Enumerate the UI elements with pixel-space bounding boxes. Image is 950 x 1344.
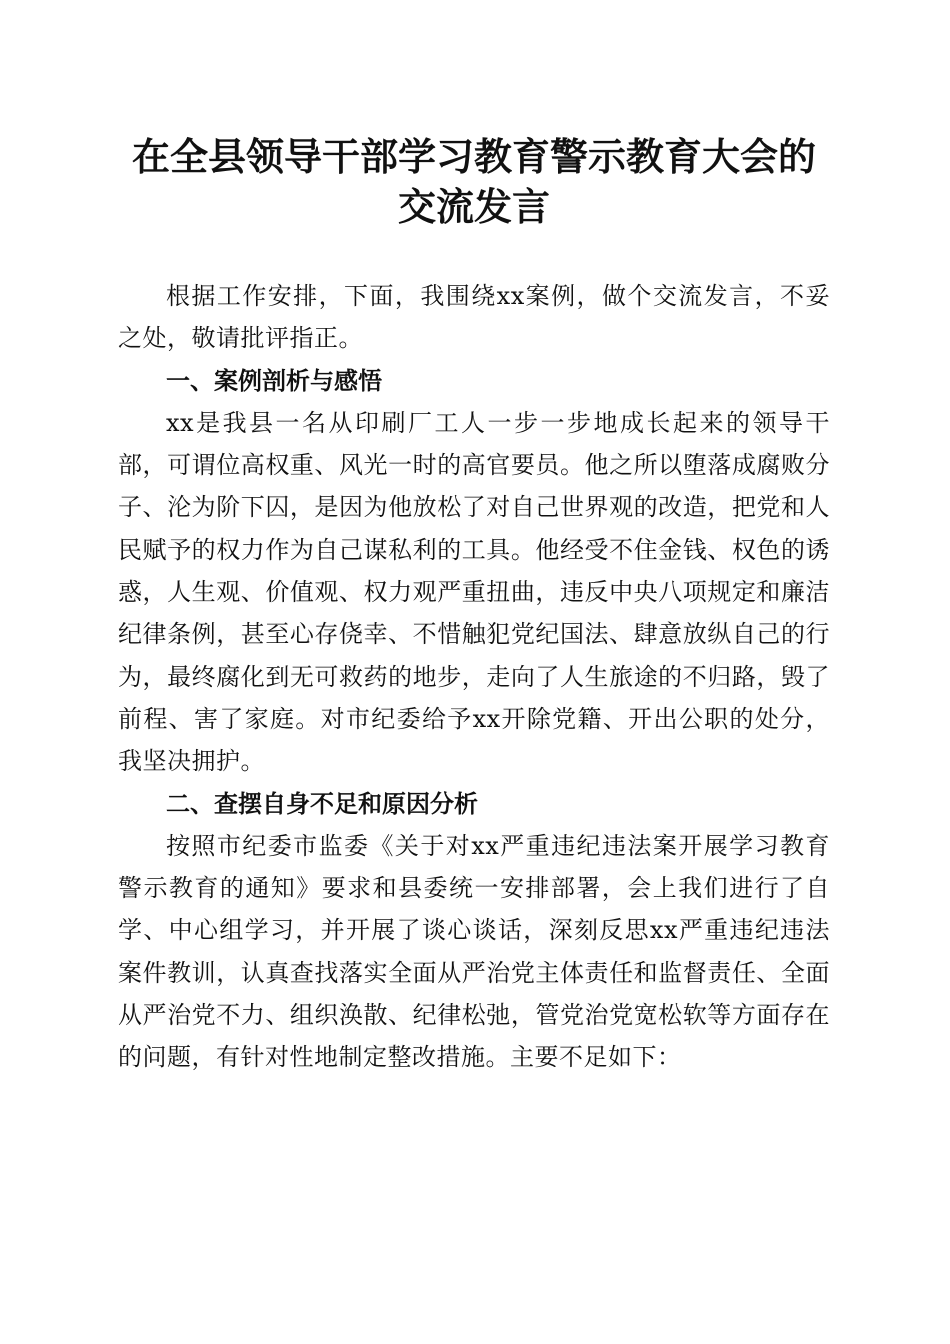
paragraph-self-review: 按照市纪委市监委《关于对xx严重违纪违法案开展学习教育警示教育的通知》要求和县委统一安排部署，会上我们进行了自学、中心组学习，并开展了谈心谈话，深刻反思xx严重违纪违法案件教训，认真查找落实全面从严治党主体责任和监督责任、全面从严治党不力、组织涣散、纪律松弛，管党治党宽松软等方面存在的问题，有针对性地制定整改措施。主要不足如下： (118, 831, 830, 1072)
section-heading-1: 一、案例剖析与感悟 (166, 366, 382, 395)
document-body (118, 275, 830, 1079)
paragraph-intro: 根据工作安排，下面，我围绕xx案例，做个交流发言，不妥之处，敬请批评指正。 (118, 282, 830, 353)
paragraph-case-analysis: xx是我县一名从印刷厂工人一步一步地成长起来的领导干部，可谓位高权重、风光一时的高官要员。他之所以堕落成腐败分子、沦为阶下囚，是因为他放松了对自己世界观的改造，把党和人民赋予的权力作为自己谋私利的工具。他经受不住金钱、权色的诱惑，人生观、价值观、权力观严重扭曲，违反中央八项规定和廉洁纪律条例，甚至心存侥幸、不惜触犯党纪国法、肆意放纵自己的行为，最终腐化到无可救药的地步，走向了人生旅途的不归路，毁了前程、害了家庭。对市纪委给予xx开除党籍、开出公职的处分，我坚决拥护。 (118, 408, 830, 776)
section-heading-2: 二、查摆自身不足和原因分析 (166, 789, 478, 818)
document-title: 在全县领导干部学习教育警示教育大会的交流发言 (131, 134, 816, 229)
